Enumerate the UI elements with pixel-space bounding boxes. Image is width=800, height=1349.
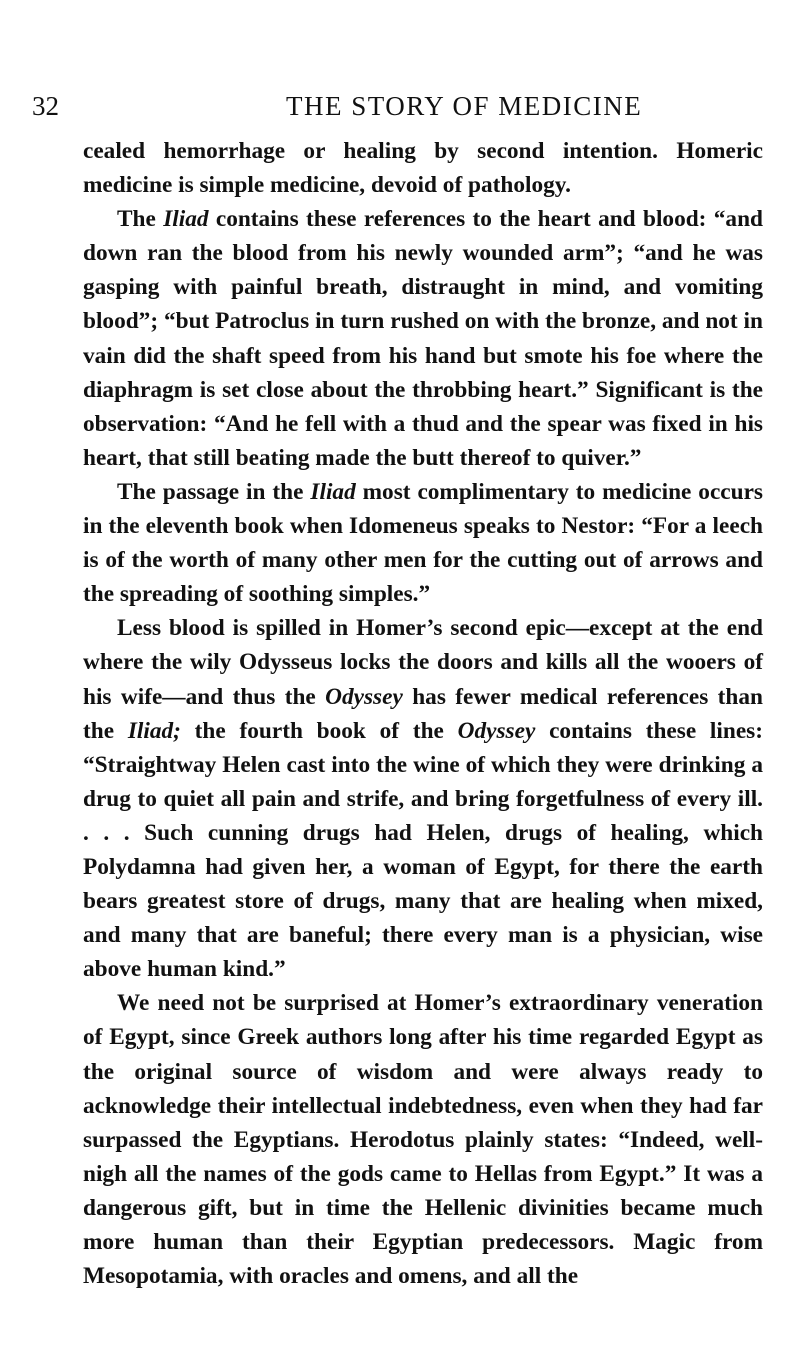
book-title: Iliad [163, 206, 209, 233]
text-run: We need not be surprised at Homer’s extraordinary veneration of Egypt, since Greek authors long after his time regarded Egypt as the original source of wisdom and were always ready to acknowledge their intellectual indebtedness, even when they had far surpassed the Egyptians. Herodotus plainly states: “Indeed, well-nigh all the names of the gods came to Hellas from Egypt.” It was a dangerous gift, but in time the Hellenic divinities became much more human than their Egyptian predecessors. Magic from Mesopotamia, with oracles and omens, and all the [83, 990, 763, 1290]
book-title: Iliad [310, 478, 356, 505]
text-run: the fourth book of the [180, 717, 458, 744]
paragraph [83, 202, 763, 475]
text-run: contains these references to the heart and blood: “and down ran the blood from his newly wounded arm”; “and he was gasping with painful breath, distraught in mind, and vomiting blood”; “but Patroclus in turn rushed on with the bronze, and not in vain did the shaft speed from his hand but smote his foe where the diaphragm is set close about the throbbing heart.” Significant is the observation: “And he fell with a thud and the spear was fixed in his heart, that still beating made the butt thereof to quiver.” [83, 206, 763, 471]
paragraph [83, 134, 763, 202]
page-number: 32 [32, 91, 59, 121]
paragraph [83, 986, 763, 1293]
paragraph [83, 611, 763, 986]
text-run: most complimentary to medicine occurs in the eleventh book when Idomeneus speaks to Nestor: “For a leech is of the worth of many other men for the cutting out of arrows and the spreading of soothing simples.” [83, 478, 764, 608]
book-title: Odyssey [325, 683, 403, 710]
page-header [32, 88, 768, 124]
book-title: Iliad; [127, 717, 181, 744]
text-run: The passage in the [117, 478, 311, 505]
body-text [83, 134, 763, 1293]
text-run: has fewer medical references than the [83, 683, 763, 744]
paragraph [83, 475, 763, 611]
text-run: Less blood is spilled in Homer’s second epic—except at the end where the wily Odysseus locks the doors and kills all the wooers of his wife—and thus the [83, 615, 763, 710]
text-run: The [117, 206, 164, 233]
text-run: contains these lines: “Straightway Helen cast into the wine of which they were drinking a drug to quiet all pain and strife, and bring forgetfulness of every ill. . . . Such cunning drugs had Helen, drugs of healing, which Polydamna had given her, a woman of Egypt, for there the earth bears greatest store of drugs, many that are healing when mixed, and many that are baneful; there every man is a physician, wise above human kind.” [83, 717, 763, 983]
text-run: cealed hemorrhage or healing by second intention. Homeric medicine is simple medicine, devoid of pathology. [83, 138, 763, 199]
book-title: Odyssey [457, 717, 536, 744]
running-head: THE STORY OF MEDICINE [286, 91, 643, 121]
